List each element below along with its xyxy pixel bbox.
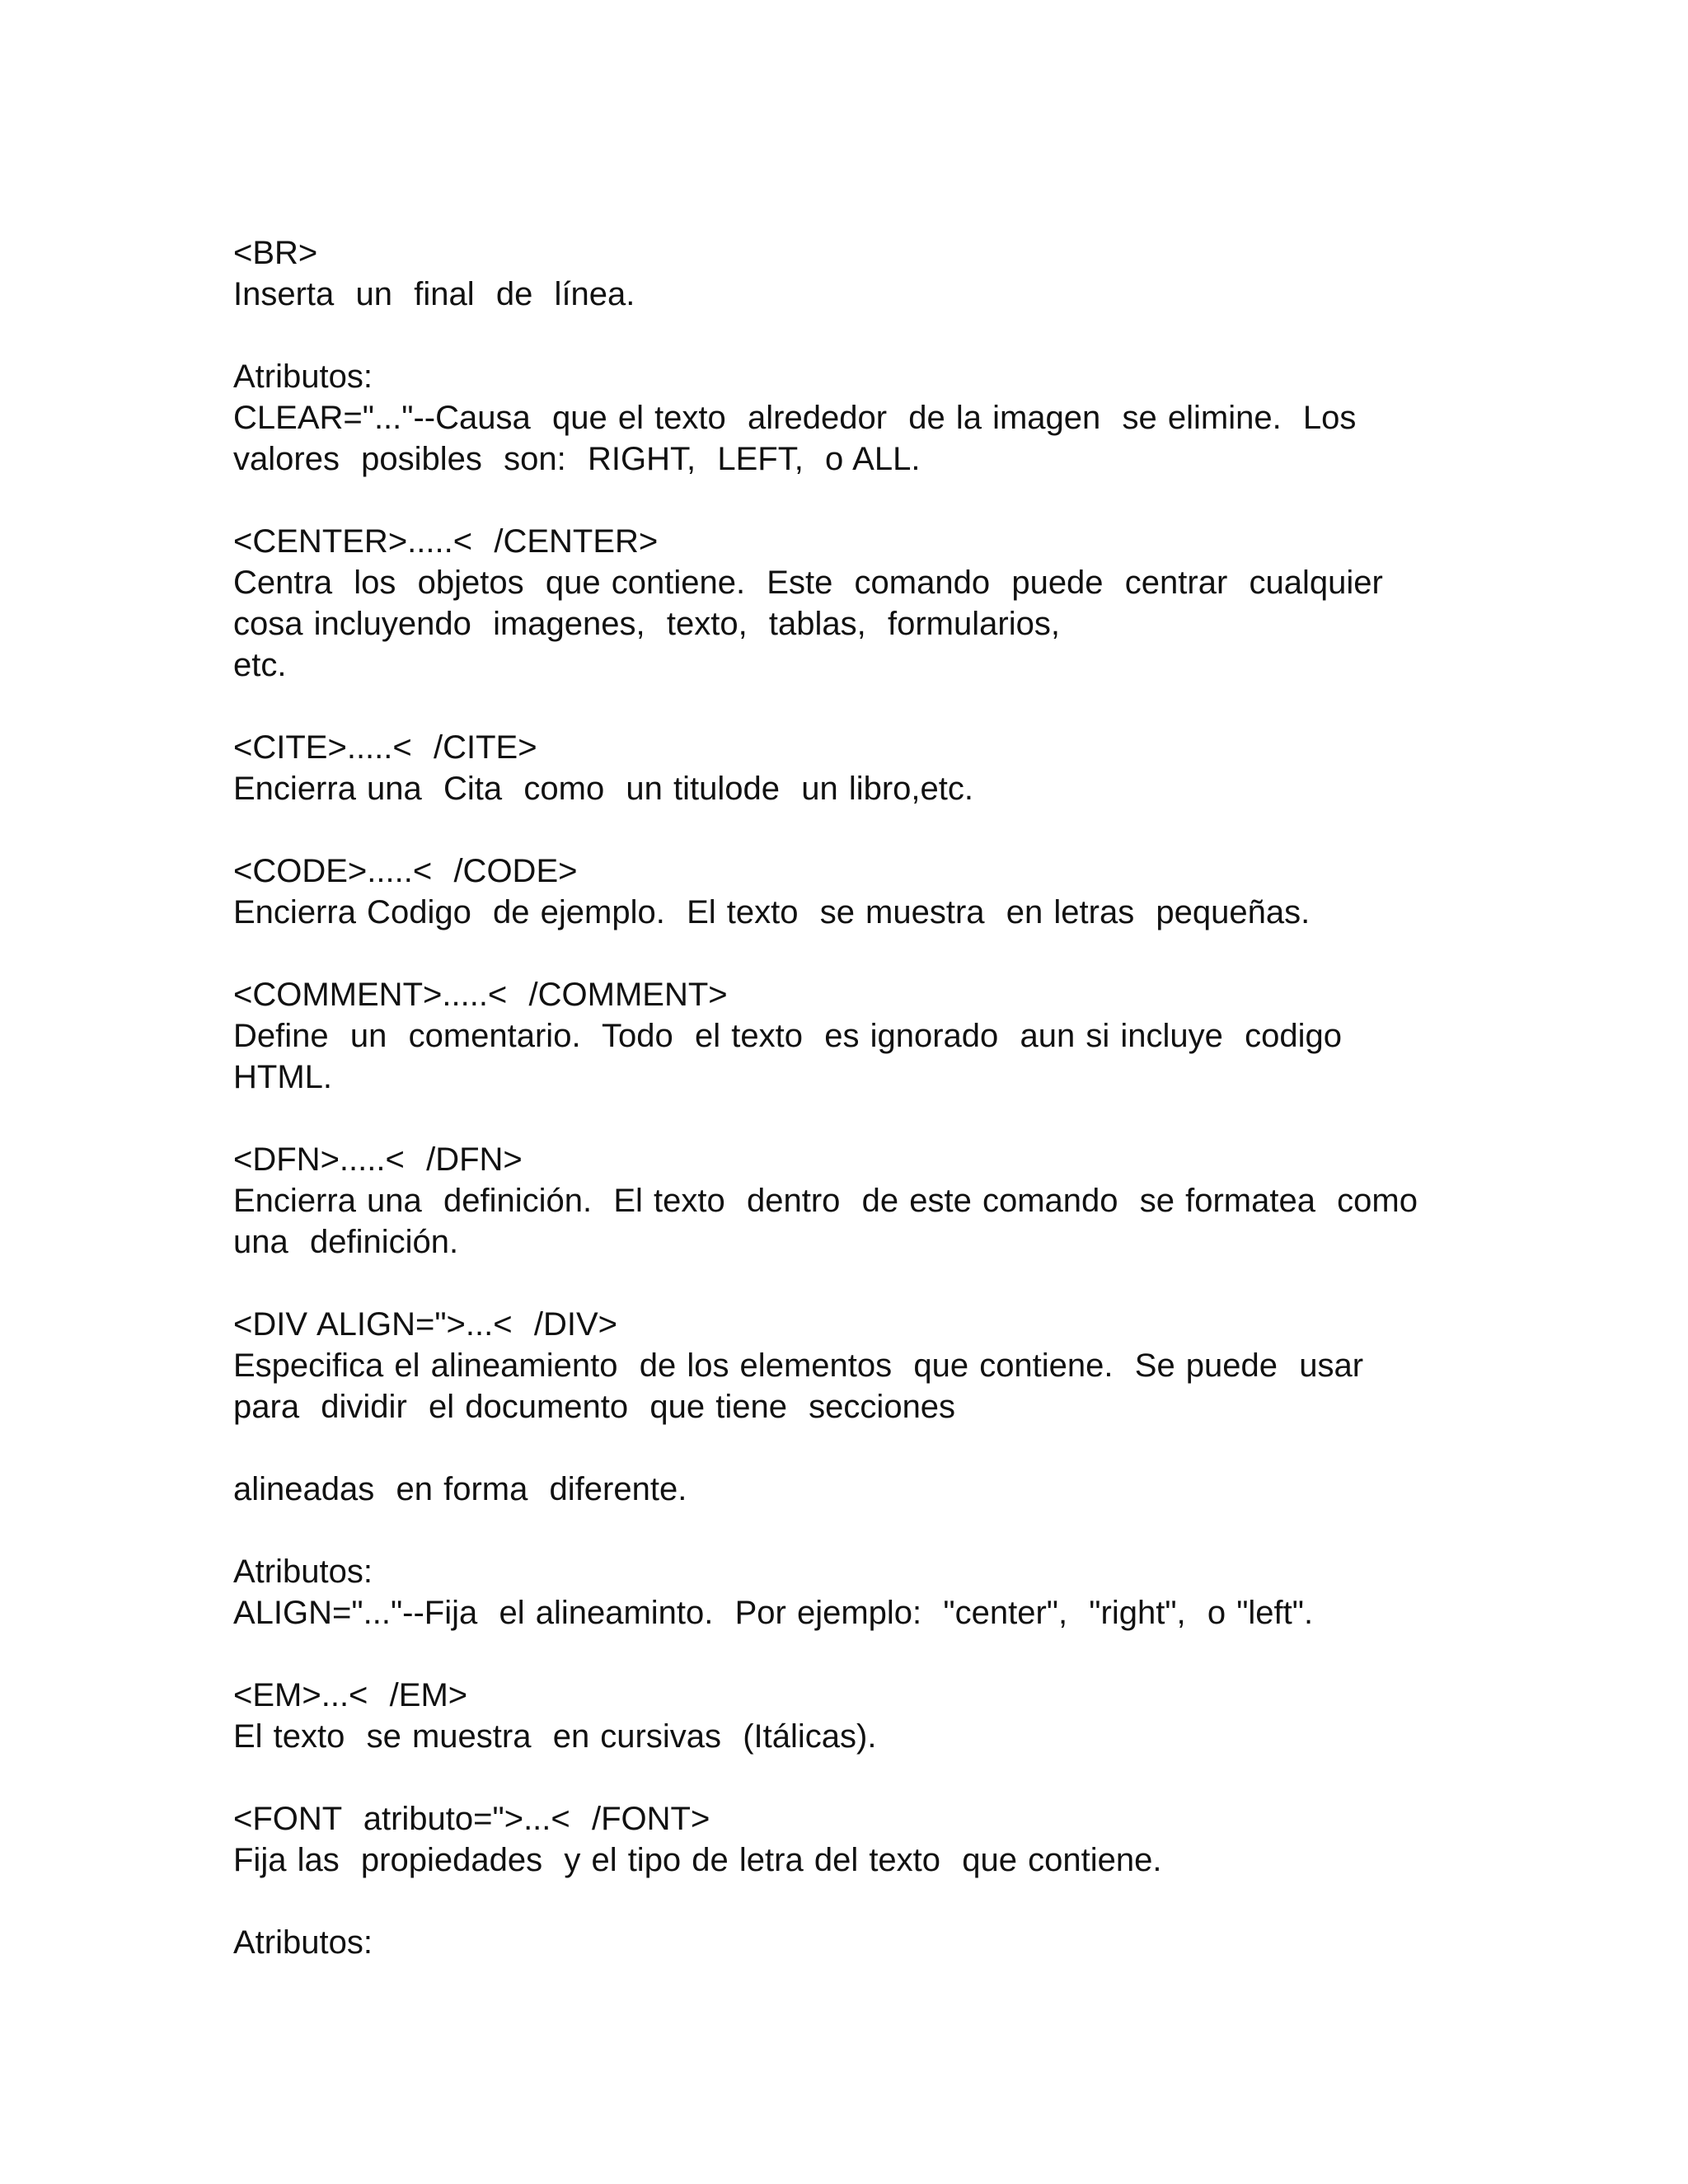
blank-line <box>233 686 1486 727</box>
blank-line <box>233 1510 1486 1551</box>
description-line: para dividir el documento que tiene secciones <box>233 1389 956 1425</box>
attributes-heading: Atributos: <box>233 1924 373 1961</box>
blank-line <box>233 1633 1486 1675</box>
entry-div-continued <box>233 1469 1486 1510</box>
blank-line <box>233 933 1486 974</box>
entry-font-attributes <box>233 1922 1486 1963</box>
entry-comment <box>233 974 1486 1098</box>
description-line: Encierra una Cita como un titulode un libro,etc. <box>233 771 974 807</box>
description-line: alineadas en forma diferente. <box>233 1471 687 1507</box>
entry-br <box>233 232 1486 315</box>
description-line: CLEAR="..."--Causa que el texto alrededor de la imagen se elimine. Los <box>233 400 1357 436</box>
tag-heading: <DFN>.....< /DFN> <box>233 1141 523 1178</box>
entry-cite <box>233 727 1486 809</box>
attributes-heading: Atributos: <box>233 359 373 395</box>
entry-center <box>233 521 1486 686</box>
description-line: etc. <box>233 647 287 683</box>
blank-line <box>233 1881 1486 1922</box>
tag-heading: <FONT atributo=">...< /FONT> <box>233 1801 710 1837</box>
description-line: El texto se muestra en cursivas (Itálicas). <box>233 1718 877 1755</box>
blank-line <box>233 315 1486 356</box>
blank-line <box>233 1427 1486 1469</box>
blank-line <box>233 480 1486 521</box>
entry-dfn <box>233 1139 1486 1263</box>
tag-heading: <CITE>.....< /CITE> <box>233 729 537 766</box>
document-page <box>233 232 1486 1963</box>
description-line: Especifica el alineamiento de los elementos que contiene. Se puede usar <box>233 1347 1364 1384</box>
description-line: HTML. <box>233 1059 332 1095</box>
description-line: valores posibles son: RIGHT, LEFT, o ALL. <box>233 441 921 477</box>
entry-br-attributes <box>233 356 1486 480</box>
blank-line <box>233 1263 1486 1304</box>
entry-font <box>233 1798 1486 1881</box>
entry-em <box>233 1675 1486 1757</box>
description-line: cosa incluyendo imagenes, texto, tablas, formularios, <box>233 606 1060 642</box>
attributes-heading: Atributos: <box>233 1554 373 1590</box>
description-line: ALIGN="..."--Fija el alineaminto. Por ejemplo: "center", "right", o "left". <box>233 1595 1314 1631</box>
description-line: una definición. <box>233 1224 459 1260</box>
description-line: Encierra Codigo de ejemplo. El texto se muestra en letras pequeñas. <box>233 894 1311 930</box>
description-line: Centra los objetos que contiene. Este comando puede centrar cualquier <box>233 565 1383 601</box>
description-line: Fija las propiedades y el tipo de letra del texto que contiene. <box>233 1842 1162 1878</box>
tag-heading: <COMMENT>.....< /COMMENT> <box>233 977 728 1013</box>
description-line: Inserta un final de línea. <box>233 276 635 312</box>
tag-heading: <CODE>.....< /CODE> <box>233 853 578 889</box>
entry-code <box>233 851 1486 933</box>
tag-heading: <CENTER>.....< /CENTER> <box>233 523 659 560</box>
tag-heading: <BR> <box>233 235 318 271</box>
description-line: Encierra una definición. El texto dentro de este comando se formatea como <box>233 1183 1418 1219</box>
blank-line <box>233 1098 1486 1139</box>
description-line: Define un comentario. Todo el texto es ignorado aun si incluye codigo <box>233 1018 1342 1054</box>
entry-div <box>233 1304 1486 1427</box>
entry-div-attributes <box>233 1551 1486 1633</box>
blank-line <box>233 809 1486 851</box>
blank-line <box>233 1757 1486 1798</box>
tag-heading: <DIV ALIGN=">...< /DIV> <box>233 1306 617 1343</box>
tag-heading: <EM>...< /EM> <box>233 1677 468 1713</box>
